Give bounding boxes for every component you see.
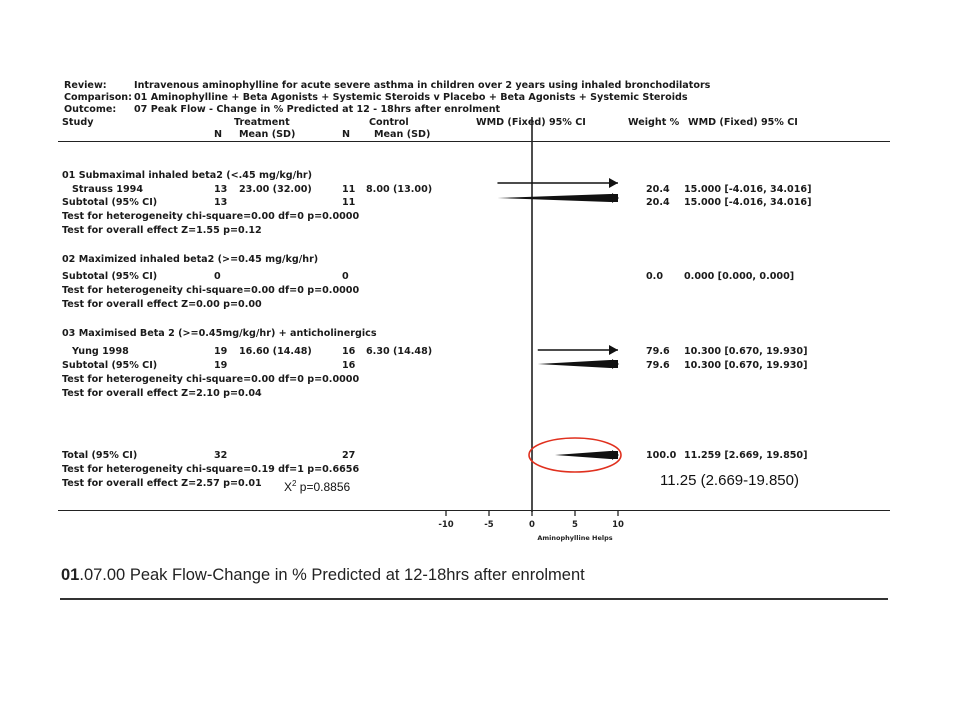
row-stat-label: Test for heterogeneity chi-square=0.00 df=0 p=0.0000: [62, 285, 360, 296]
row-subtotal-label: Subtotal (95% CI): [62, 197, 158, 208]
row-control-n: 16: [342, 360, 356, 371]
ci-arrow-0: [609, 178, 618, 188]
row-subtotal-label: Subtotal (95% CI): [62, 360, 158, 371]
row-control-n: 11: [342, 184, 356, 195]
review-label: Review:: [64, 80, 107, 91]
row-control-n: 0: [342, 271, 349, 282]
pooled-diamond-4: [555, 451, 618, 459]
row-treatment-n: 32: [214, 450, 228, 461]
col-study: Study: [62, 117, 94, 128]
row-weight: 20.4: [646, 197, 670, 208]
row-stat-label: Test for overall effect Z=0.00 p=0.00: [62, 299, 262, 310]
axis-tick-label: 0: [529, 520, 535, 530]
row-group-label: 02 Maximized inhaled beta2 (>=0.45 mg/kg/hr): [62, 254, 319, 265]
row-weight: 100.0: [646, 450, 677, 461]
row-treatment-n: 0: [214, 271, 221, 282]
col-control-n: N: [342, 129, 351, 140]
row-weight: 20.4: [646, 184, 670, 195]
row-ci-value: 0.000 [0.000, 0.000]: [684, 271, 795, 282]
comparison-label: Comparison:: [64, 92, 132, 103]
row-treatment-mean: 16.60 (14.48): [239, 346, 312, 357]
row-control-n: 27: [342, 450, 356, 461]
col-control: Control: [369, 117, 409, 128]
axis-tick-label: 5: [572, 520, 578, 530]
row-ci-value: 15.000 [-4.016, 34.016]: [684, 197, 812, 208]
col-treatment-n: N: [214, 129, 223, 140]
row-treatment-n: 13: [214, 197, 228, 208]
col-treatment-mean: Mean (SD): [239, 129, 296, 140]
col-weight: Weight %: [628, 117, 680, 128]
chi-square-annotation: $X^2$ p=0.8856: [284, 479, 351, 494]
row-ci-value: 11.259 [2.669, 19.850]: [684, 450, 808, 461]
row-stat-label: Test for heterogeneity chi-square=0.00 df=0 p=0.0000: [62, 374, 360, 385]
row-treatment-n: 19: [214, 346, 228, 357]
row-ci-value: 10.300 [0.670, 19.930]: [684, 346, 808, 357]
comparison-text: 01 Aminophylline + Beta Agonists + Systemic Steroids v Placebo + Beta Agonists + Systemic Steroids: [134, 92, 688, 103]
forest-plot-scan: [58, 72, 890, 542]
row-weight: 0.0: [646, 271, 663, 282]
row-stat-label: Test for heterogeneity chi-square=0.00 df=0 p=0.0000: [62, 211, 360, 222]
pooled-diamond-1: [497, 194, 618, 202]
col-treatment: Treatment: [234, 117, 290, 128]
total-estimate-callout: 11.25 (2.669-19.850): [660, 472, 799, 489]
row-stat-label: Test for overall effect Z=2.57 p=0.01: [62, 478, 262, 489]
row-control-n: 16: [342, 346, 356, 357]
row-treatment-n: 13: [214, 184, 228, 195]
row-weight: 79.6: [646, 346, 670, 357]
axis-tick-label: -10: [438, 520, 454, 530]
row-control-mean: 8.00 (13.00): [366, 184, 433, 195]
section-footer-title: 01.07.00 Peak Flow-Change in % Predicted at 12-18hrs after enrolment: [61, 566, 585, 584]
row-weight: 79.6: [646, 360, 670, 371]
row-treatment-n: 19: [214, 360, 228, 371]
row-subtotal-label: Subtotal (95% CI): [62, 271, 158, 282]
row-total-label: Total (95% CI): [62, 450, 138, 461]
forest-plot-graphic: [58, 72, 890, 542]
row-stat-label: Test for overall effect Z=1.55 p=0.12: [62, 225, 262, 236]
row-ci-value: 15.000 [-4.016, 34.016]: [684, 184, 812, 195]
row-group-label: 03 Maximised Beta 2 (>=0.45mg/kg/hr) + anticholinergics: [62, 328, 377, 339]
axis-xlabel: Aminophylline Helps: [537, 534, 613, 542]
col-wmd-plot: WMD (Fixed) 95% CI: [476, 117, 586, 128]
outcome-text: 07 Peak Flow - Change in % Predicted at 12 - 18hrs after enrolment: [134, 104, 501, 115]
footer-rule: [60, 598, 888, 600]
row-control-mean: 6.30 (14.48): [366, 346, 433, 357]
row-control-n: 11: [342, 197, 356, 208]
col-wmd-value: WMD (Fixed) 95% CI: [688, 117, 798, 128]
row-study-label: Yung 1998: [72, 346, 129, 357]
ci-arrow-2: [609, 345, 618, 355]
row-stat-label: Test for heterogeneity chi-square=0.19 df=1 p=0.6656: [62, 464, 360, 475]
row-study-label: Strauss 1994: [72, 184, 143, 195]
row-group-label: 01 Submaximal inhaled beta2 (<.45 mg/kg/hr): [62, 170, 313, 181]
col-control-mean: Mean (SD): [374, 129, 431, 140]
review-text: Intravenous aminophylline for acute severe asthma in children over 2 years using inhaled bronchodilators: [134, 80, 711, 91]
row-stat-label: Test for overall effect Z=2.10 p=0.04: [62, 388, 262, 399]
axis-tick-label: -5: [484, 520, 494, 530]
row-ci-value: 10.300 [0.670, 19.930]: [684, 360, 808, 371]
outcome-label: Outcome:: [64, 104, 117, 115]
row-treatment-mean: 23.00 (32.00): [239, 184, 312, 195]
axis-tick-label: 10: [612, 520, 624, 530]
pooled-diamond-3: [538, 360, 618, 368]
